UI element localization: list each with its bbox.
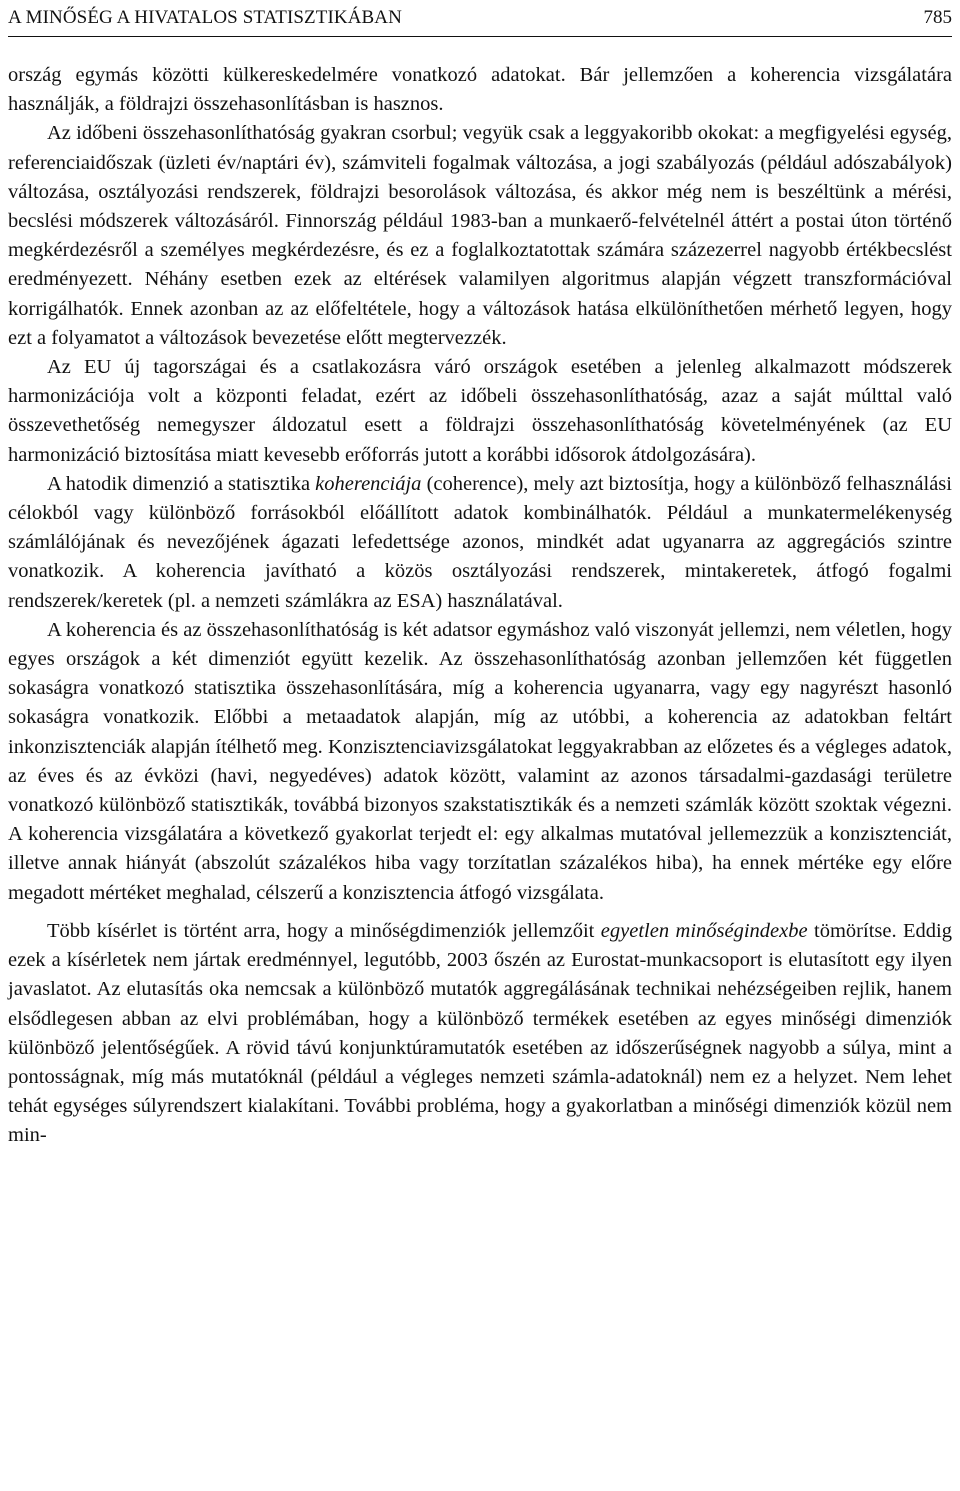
paragraph-eu-member-states: Az EU új tagországai és a csatlakozásra váró országok esetében a jelenleg alkalmazott módszerek harmonizációja volt a központi feladat, ezért az időbeli összehasonlíthatóság, azaz a saját múlttal való összevethetőség nemegyszer áldozatul esett a földrajzi összehasonlíthatóság követelményének (az EU harmonizáció biztosítása miatt kevesebb erőforrás jutott a korábbi idősorok átdolgozására). [8,356,952,466]
paragraph-text: A hatodik dimenzió a statisztika [47,472,316,495]
running-header-title: A MINŐSÉG A HIVATALOS STATISZTIKÁBAN [8,7,402,28]
italic-term: koherenciája [315,472,422,495]
document-page [8,0,952,1151]
paragraph-continuation: ország egymás közötti külkereskedelmére vonatkozó adatokat. Bár jellemzően a koherencia vizsgálatára használják, a földrajzi összehasonlításban is hasznos. [8,64,952,116]
paragraph-temporal-comparability: Az időbeni összehasonlíthatóság gyakran csorbul; vegyük csak a leggyakoribb okokat: a megfigyelési egység, referenciaidőszak (üzleti év/naptári év), számviteli fogalmak változása, a jogi szabályozás (például adószabályok) változása, osztályozási rendszerek, földrajzi besorolások változása, és akkor még nem is beszéltünk a mérési, becslési módszerek változásáról. Finnország például 1983-ban a munkaerő-felvételnél áttért a postai úton történő megkérdezésről a személyes megkérdezésre, és ez a foglalkoztatottak számára százezerrel nagyobb értékbecslést eredményezett. Néhány esetben ezek az eltérések valamilyen algoritmus alapján végzett transzformációval korrigálhatók. Ennek azonban az az előfeltétele, hogy a változások hatása elkülöníthetően mérhető legyen, hogy ezt a folyamatot a változások bevezetése előtt megtervezzék. [8,122,952,349]
italic-term: egyetlen minőségindexbe [600,919,808,942]
paragraph-quality-index [8,917,952,1151]
paragraph-text: tömörítse. Eddig ezek a kísérletek nem jártak eredménnyel, legutóbb, 2003 őszén az Eurostat-munkacsoport is elutasított egy ilyen javaslatot. Az elutasítás oka nemcsak a különböző mutatók aggregálásának technikai nehézségeiben rejlik, hanem elsődlegesen abban az elvi problémában, hogy a különböző termékek esetében az egyes minőségi dimenziók különböző jelentőségűek. A rövid távú konjunktúramutatók esetében az időszerűségnek nagyobb a súlya, mint a pontosságnak, míg más mutatóknál (például a végleges nemzeti számla-adatoknál) nem ez a helyzet. Nem lehet tehát egységes súlyrendszert kialakítani. További probléma, hogy a gyakorlatban a minőségi dimenziók közül nem min- [8,919,952,1147]
paragraph-coherence-vs-comparability: A koherencia és az összehasonlíthatóság is két adatsor egymáshoz való viszonyát jellemzi, nem véletlen, hogy egyes országok a két dimenziót együtt kezelik. Az összehasonlíthatóság azonban jellemzően két független sokaságra vonatkozó statisztika összehasonlítására, míg a koherencia ugyanarra, vagy egy nagyrészt hasonló sokaságra vonatkozik. Előbbi a metaadatok alapján, míg az utóbbi, a koherencia az adatokban feltárt inkonzisztenciák alapján ítélhető meg. Konzisztenciavizsgálatokat leggyakrabban az előzetes és a végleges adatok, az éves és az évközi (havi, negyedéves) adatok között, valamint az azonos társadalmi-gazdasági területre vonatkozó különböző statisztikák, továbbá bizonyos szakstatisztikák és a nemzeti számlák között szoktak végezni. A koherencia vizsgálatára a következő gyakorlat terjedt el: egy alkalmas mutatóval jellemezzük a konzisztenciát, illetve annak hiányát (abszolút százalékos hiba vagy torzítatlan százalékos hiba), ha ennek mértéke egy előre megadott mértéket meghalad, célszerű a konzisztencia átfogó vizsgálata. [8,618,952,904]
body-text [8,61,952,1151]
paragraph-text: Több kísérlet is történt arra, hogy a minőségdimenziók jellemzőit [47,919,601,942]
running-header [8,0,952,37]
paragraph-text: (coherence), mely azt biztosítja, hogy a különböző felhasználási célokból vagy különböző forrásokból előállított adatok kombinálhatók. Például a munkatermelékenység számlálójának és nevezőjének ágazati lefedettsége azonos, mindkét adat ugyanarra az aggregációs szintre vonatkozik. A koherencia javítható a közös osztályozási rendszerek, mintakeretek, átfogó fogalmi rendszerek/keretek (pl. a nemzeti számlákra az ESA) használatával. [8,472,952,612]
paragraph-coherence-dimension [8,470,952,616]
page-number: 785 [923,7,952,28]
